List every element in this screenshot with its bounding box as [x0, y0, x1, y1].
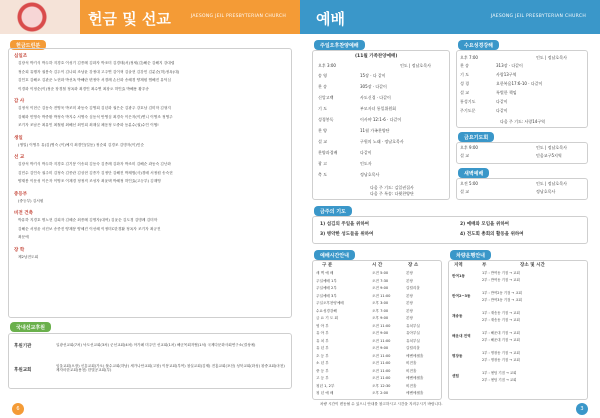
offering-section-label: 십일조 [14, 54, 28, 59]
sunday-row-key: 설 교 [318, 139, 327, 144]
offering-section-label: 선 교 [14, 155, 25, 160]
duty-note: 차량 시간이 변동될 수 있으니 안내를 참고하시고 시간을 지켜주시기 바랍니다. [320, 402, 443, 406]
offering-line: (생일) 이영우 유(김)영숙 (이)예지 최경인(일동) 정순희 김경조 김명자(이)인순 [18, 142, 144, 147]
offering-line: 정순희 유행자 권봉숙 김두이 김나희 조남윤 강정대 고주연 김이혁 김솔현 김강민 김분순(허)정옥(대) [18, 69, 180, 74]
duty-line: 1부 : 해운대 기점 → 교회 [482, 331, 520, 335]
duty-head-1: 부 [482, 263, 487, 268]
dawn-tag: 새벽예배 [458, 168, 489, 178]
wed-row-key: 찬 송 [460, 63, 469, 68]
mission-text-1: 임울교회(오장) 신흥교회(가오) 불수교회(하남) 세가나안교회(고창) 이봉교회(부여) 참실교회(김제) 전홍교회(포천) 성북교회(화성) 왕중교회(마천) 제자마한교회(용천) 한빛공교회(부) [56, 364, 285, 373]
schedule-cell: 오전 5:00 [372, 271, 389, 275]
wed-time: 오후 7:00 [460, 55, 478, 60]
schedule-cell: 고 등 부 [316, 376, 329, 380]
sunday-row-value: 정남호목사 [360, 172, 380, 177]
schedule-cell: 금 요 기 도 회 [316, 316, 338, 320]
schedule-cell: 비전홀 [406, 383, 417, 388]
schedule-cell: 본당 [406, 301, 413, 305]
duty-line: 1부 : 반여2동 기점 → 교회 [482, 291, 522, 295]
wed-tag: 수요성경강해 [458, 40, 499, 50]
offering-line: 최문애 [18, 235, 29, 239]
wed-next: 다음 주 기도: 사랑14구역 [500, 119, 546, 124]
left-banner-title: 헌금 및 선교 [88, 10, 171, 28]
wed-row-key: 통성기도 [460, 99, 476, 104]
sunday-row-value: 사도신경 · 다같이 [360, 95, 391, 100]
offering-line: (중등부) 김서원 [18, 198, 44, 203]
right-page [300, 0, 600, 418]
fri-row-value: 믿음교구5지역 [536, 153, 562, 158]
schedule-cell: 새 벽 예 배 [316, 271, 334, 275]
offering-line: 김민수 김인숙 권주미 김정숙 김종란 김상현 김종가 김정단 김해진 박재범(사)경배 서정원 송숙현 [18, 170, 173, 175]
sunday-row-value: 인도자 [360, 161, 372, 166]
schedule-cell: 청년 1, 2부 [316, 383, 335, 388]
wed-row-value: 사랑13구역 [496, 72, 517, 77]
offering-line: 제2남전도회 [18, 254, 39, 259]
offering-line: 김해순 서정윤 서진보 송종진 양재봉 양혜진 이선혜 이정미C한경활 정옥자 조기자 최규진 [18, 226, 161, 231]
schedule-cell: 에벤에셀홀 [406, 391, 424, 395]
schedule-cell: 청 년 예 배 [316, 391, 334, 395]
offering-line: 김인호 김해오 김관준 노현화 박선옥 박해란 변정아 서경례 손신화 송혜경 양재원 염해진 유덕심 [18, 78, 171, 82]
sunday-row-value: 이사야 12:1-6 · 다같이 [360, 117, 402, 122]
wed-row-value: 다같이 [496, 108, 508, 113]
sunday-row-key: 찬 양 [318, 128, 327, 133]
offering-line: 김정석 이현근 김동숙 전영욱 박조미 곽동숙 김영희 김년화 권은순 김광주 강호남 김미학 김형지 [18, 106, 171, 110]
dawn-leader: 인도 | 정남호목사 [536, 181, 567, 186]
right-page-number: 3 [576, 403, 588, 415]
sunday-row-value: 305장 · 다같이 [360, 84, 387, 89]
schedule-cell: 수요성경강해 [316, 308, 337, 313]
duty-area: 명장동 [452, 354, 463, 358]
mission-tag: 국내선교후원 [10, 322, 51, 332]
sunday-title: (11월 가족찬양예배) [355, 54, 398, 59]
duty-area: 반여1동 [452, 274, 465, 278]
schedule-cell: 유 치 부 [316, 338, 329, 343]
mission-label-1: 후원교회 [14, 368, 32, 373]
schedule-cell: 소 년 부 [316, 361, 329, 365]
left-page-number: 6 [12, 403, 24, 415]
offering-line: 박유하 지경호 명노현 김희자 김혜순 최종례 김명자(대여) 김윤순 김도경 김명례 김미학 [18, 218, 158, 222]
duty-line: 1부 : 명장동 기점 → 교회 [482, 351, 520, 355]
sunday-row-key: 기 도 [318, 106, 327, 111]
prayer-tag: 금주의 기도 [314, 206, 352, 216]
left-banner [0, 0, 300, 34]
offering-section-label: 비전 건축 [14, 211, 33, 216]
schedule-cell: 오후 3:00 [372, 301, 389, 305]
sunday-row-value: 부모자녀 통일위원회 [360, 106, 397, 111]
offering-line: 양재봉 이문성 이은자 이영조 이재경 정정직 조성자 최윤택 박혜정 허인효(고등부) 김재영 [18, 179, 161, 183]
wed-row-key: 주기도문 [460, 108, 476, 113]
wed-box [456, 50, 588, 128]
schedule-cell: 오전 11:00 [372, 293, 391, 298]
schedule-cell: 유아부실 [406, 331, 420, 335]
duty-head-0: 지역 [454, 263, 463, 268]
schedule-cell: 오전 11:00 [372, 323, 391, 328]
duty-tag: 차량운행안내 [450, 250, 491, 260]
duty-line: 2부 : 반여동 기점 → 교회 [482, 278, 520, 282]
mission-label-0: 후원기관 [14, 344, 32, 349]
schedule-cell: 오후 7:00 [372, 308, 389, 313]
schedule-cell: 에벤에셀홀 [406, 353, 424, 358]
schedule-cell: 유치부실 [406, 323, 420, 328]
duty-line: 1부 : 센텀 기점 → 교회 [482, 371, 517, 375]
fri-time: 오후 9:00 [460, 145, 478, 150]
schedule-cell: 오전 9:00 [372, 346, 389, 350]
wed-row-key: 설 교 [460, 90, 469, 95]
fri-leader: 인도 | 정남호목사 [536, 145, 567, 150]
schedule-cell: 오후 2:00 [372, 391, 389, 395]
offering-section-label: 생일 [14, 135, 23, 141]
sunday-row-value: 11월 가족찬양단 [360, 128, 390, 133]
dawn-row-value: 정남호목사 [536, 189, 556, 194]
wed-row-key: 성 경 [460, 81, 469, 86]
wed-row-key: 기 도 [460, 72, 469, 77]
offering-section-label: 장 학 [14, 247, 25, 253]
sunday-row-key: 성경봉독 [318, 117, 334, 122]
right-banner-title: 예배 [316, 10, 345, 28]
schedule-cell: 비전홀 [406, 361, 417, 365]
prayer-box [312, 216, 588, 244]
schedule-cell: 오전 9:00 [372, 331, 389, 335]
wed-row-value: 특별한 책임 [496, 90, 517, 95]
sunday-row-value: 다같이 [360, 150, 372, 155]
mission-text-0: 일광선교회(7처) 낙도선교회(3처) 군선교회(4처) 아가페 미주민 선교회(1처) 해군목회자협(1처) 국제다문화사회연구소(결성예) [56, 343, 256, 347]
offering-line: 이경화 이정순(이)정준 장경철 정옥화 최경인 최수연 최창오 허인효 박해용 황우송 [18, 86, 149, 91]
schedule-cell: 오전 11:00 [372, 368, 391, 373]
duty-area: 반여2~3동 [452, 294, 471, 298]
schedule-cell: 본당 [406, 293, 413, 298]
schedule-cell: 오전 7:30 [372, 278, 389, 283]
offering-line: 김혜화 민영숙 박종환 박정숙 박지수 서영숙 심동석 안영심 최경숙 이은자(이)연니 이영조 정영주 [18, 114, 173, 119]
schedule-cell: 본당 [406, 316, 413, 320]
duty-line: 1부 : 반여동 기점 → 교회 [482, 271, 520, 275]
schedule-cell: 본당 [406, 278, 413, 283]
schedule-cell: 오전 11:00 [372, 361, 391, 365]
schedule-cell: 본당 [406, 271, 413, 275]
duty-line: 2부 : 명장동 기점 → 교회 [482, 358, 520, 362]
duty-line: 2부 : 센텀 기점 → 교회 [482, 378, 517, 382]
schedule-cell: 주일예배 2부 [316, 286, 337, 290]
offering-line: 김장석 박기식 박두하 지경호 김기봉 이송희 김동숙 김종례 김화자 박조미 김해순 곽동숙 김난화 [18, 162, 171, 166]
duty-line: 1부 : 재송동 기점 → 교회 [482, 311, 520, 315]
right-banner-subtitle: JAESONG JEIL PRESBYTERIAN CHURCH [490, 14, 586, 19]
duty-line: 2부 : 해운대 기점 → 교회 [482, 338, 520, 342]
schedule-cell: 오후 9:00 [372, 316, 389, 320]
wed-row-value: 요한복음17:6-10 · 다같이 [496, 81, 543, 86]
duty-area: 해운대 전역 [452, 334, 471, 338]
duty-line: 2부 : 재송동 기점 → 교회 [482, 318, 520, 322]
sunday-next-0: 다음 주 기도: 김일권집사 [370, 185, 414, 190]
sunday-row-key: 찬양과경배 [318, 150, 338, 155]
duty-line: 2부 : 반여3동 기점 → 교회 [482, 298, 522, 302]
schedule-head-1: 시 간 [372, 263, 383, 268]
dawn-time: 오전 5:00 [460, 181, 478, 186]
schedule-cell: 오전 11:00 [372, 353, 391, 358]
sunday-leader: 인도 | 정남호목사 [400, 63, 431, 68]
schedule-cell: 오전 11:00 [372, 376, 391, 380]
schedule-cell: 유 아 부 [316, 331, 329, 335]
offering-line: 김장석 박기식 박두하 지경호 이성기 김종례 김화자 박조미 김경태(서)정세(김)해순 김해지 강대렵 [18, 61, 175, 65]
dawn-row-key: 설 교 [460, 189, 469, 194]
sunday-row-key: 찬 송 [318, 84, 327, 89]
schedule-cell: 비전홀 [406, 368, 417, 373]
schedule-head-0: 구 분 [322, 263, 333, 268]
schedule-cell: 갈릴리홀 [406, 286, 420, 290]
schedule-cell: 유 년 부 [316, 346, 329, 350]
sunday-row-key: 송 영 [318, 73, 327, 78]
fri-tag: 금요기도회 [458, 132, 494, 142]
offering-line: 조기자 조남은 최유인 최철원 최해선 최인희 최재실 채응정 도중화 동분수(권)수인 이엽! [18, 123, 159, 127]
sunday-row-key: 광 고 [318, 161, 327, 166]
schedule-cell: 초 등 부 [316, 353, 329, 358]
schedule-cell: 주일예배 1부 [316, 278, 337, 283]
left-banner-subtitle: JAESONG JEIL PRESBYTERIAN CHURCH [190, 14, 286, 19]
schedule-cell: 영 아 부 [316, 323, 329, 328]
prayer-1: 2) 예배와 모임을 위하여 [460, 222, 510, 227]
banner-photo [0, 0, 80, 34]
sunday-row-value: 15장 · 다 같이 [360, 73, 386, 78]
prayer-2: 3) 병약한 성도들을 위하여 [320, 232, 374, 237]
schedule-cell: 유치부실 [406, 338, 420, 343]
prayer-0: 1) 섬김의 주일을 위하여 [320, 222, 370, 227]
duty-head-2: 장소 및 시간 [520, 263, 545, 268]
schedule-cell: 주일오후찬양예배 [316, 301, 344, 305]
schedule-cell: 중 등 부 [316, 368, 329, 373]
duty-area: 재송동 [452, 314, 463, 318]
sunday-next-1: 다음 주 특송: 다윗찬양단 [370, 191, 414, 196]
schedule-head-2: 장 소 [408, 263, 419, 268]
schedule-cell: 주일예배 3부 [316, 293, 337, 298]
sunday-row-key: 신앙고백 [318, 95, 334, 100]
duty-area: 센텀 [452, 374, 459, 378]
fri-row-key: 설 교 [460, 153, 469, 158]
wed-row-value: 다같이 [496, 99, 508, 104]
sunday-row-value: 구원의 노래 · 정남호목사 [360, 139, 404, 144]
schedule-cell: 오전 9:00 [372, 286, 389, 290]
wed-leader: 인도 | 정남호목사 [536, 55, 567, 60]
schedule-cell: 갈릴리홀 [406, 346, 420, 350]
schedule-cell: 오후 12:30 [372, 383, 391, 388]
offering-section-label: 중등부 [14, 191, 28, 197]
wed-row-value: 313장 · 다같이 [496, 63, 523, 68]
sunday-row-key: 축 도 [318, 172, 327, 177]
schedule-tag: 예배시간안내 [314, 250, 355, 260]
sunday-time: 오후 3:00 [318, 63, 336, 68]
prayer-3: 4) 전도회 총회의 활동을 위하여 [460, 232, 524, 237]
schedule-cell: 오전 11:00 [372, 338, 391, 343]
sunday-tag: 주일오후찬양예배 [314, 40, 365, 50]
schedule-cell: 본당 [406, 308, 413, 313]
mission-box [8, 333, 292, 389]
right-banner [300, 0, 600, 34]
offering-section-label: 감 사 [14, 99, 25, 104]
schedule-cell: 에벤에셀홀 [406, 376, 424, 380]
offering-tag: 헌금드린분 [10, 40, 46, 50]
